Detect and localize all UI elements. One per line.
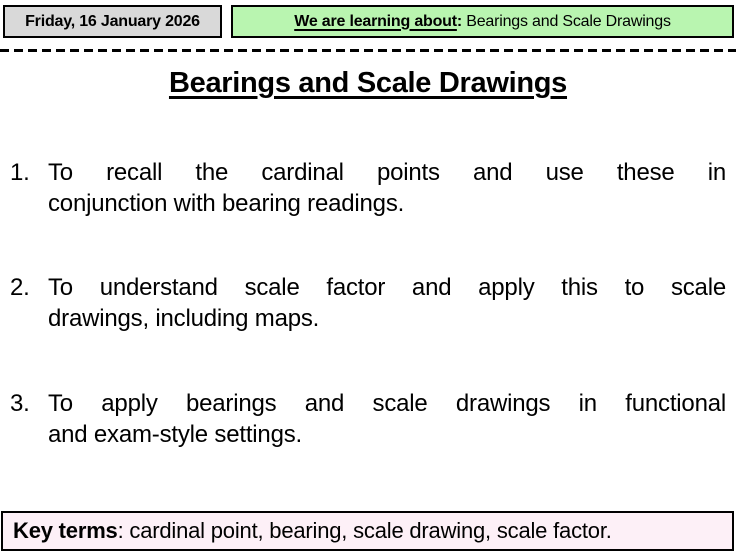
objective-3-line-2: and exam-style settings. <box>48 421 302 448</box>
objective-2-text <box>48 272 726 334</box>
dashed-divider <box>0 49 736 52</box>
learning-about-topic: Bearings and Scale Drawings <box>462 12 671 30</box>
objective-1-text <box>48 157 726 219</box>
key-terms-label: Key terms <box>13 518 118 543</box>
objective-1-line-2: conjunction with bearing readings. <box>48 190 405 217</box>
objective-1-number: 1. <box>10 159 30 186</box>
objective-3-number: 3. <box>10 390 30 417</box>
learning-about-box <box>231 5 734 38</box>
objective-2-line-2: drawings, including maps. <box>48 305 320 332</box>
objective-2-number: 2. <box>10 274 30 301</box>
key-terms-box <box>1 511 734 551</box>
learning-about-label: We are learning about <box>294 12 457 30</box>
objective-1 <box>10 157 726 219</box>
key-terms-list: : cardinal point, bearing, scale drawing, scale factor. <box>117 518 612 543</box>
objective-3-text <box>48 388 726 450</box>
date-box <box>3 5 222 38</box>
learning-about-colon: : <box>456 12 463 30</box>
objective-2 <box>10 272 726 334</box>
objective-1-line-1: To recall the cardinal points and use these in <box>48 159 726 186</box>
date-text: Friday, 16 January 2026 <box>25 12 200 30</box>
slide-title <box>0 67 736 100</box>
slide-title-text: Bearings and Scale Drawings <box>168 67 568 99</box>
objective-3 <box>10 388 726 450</box>
objective-2-line-1: To understand scale factor and apply this to scale <box>48 274 726 301</box>
objective-3-line-1: To apply bearings and scale drawings in functional <box>48 390 726 417</box>
